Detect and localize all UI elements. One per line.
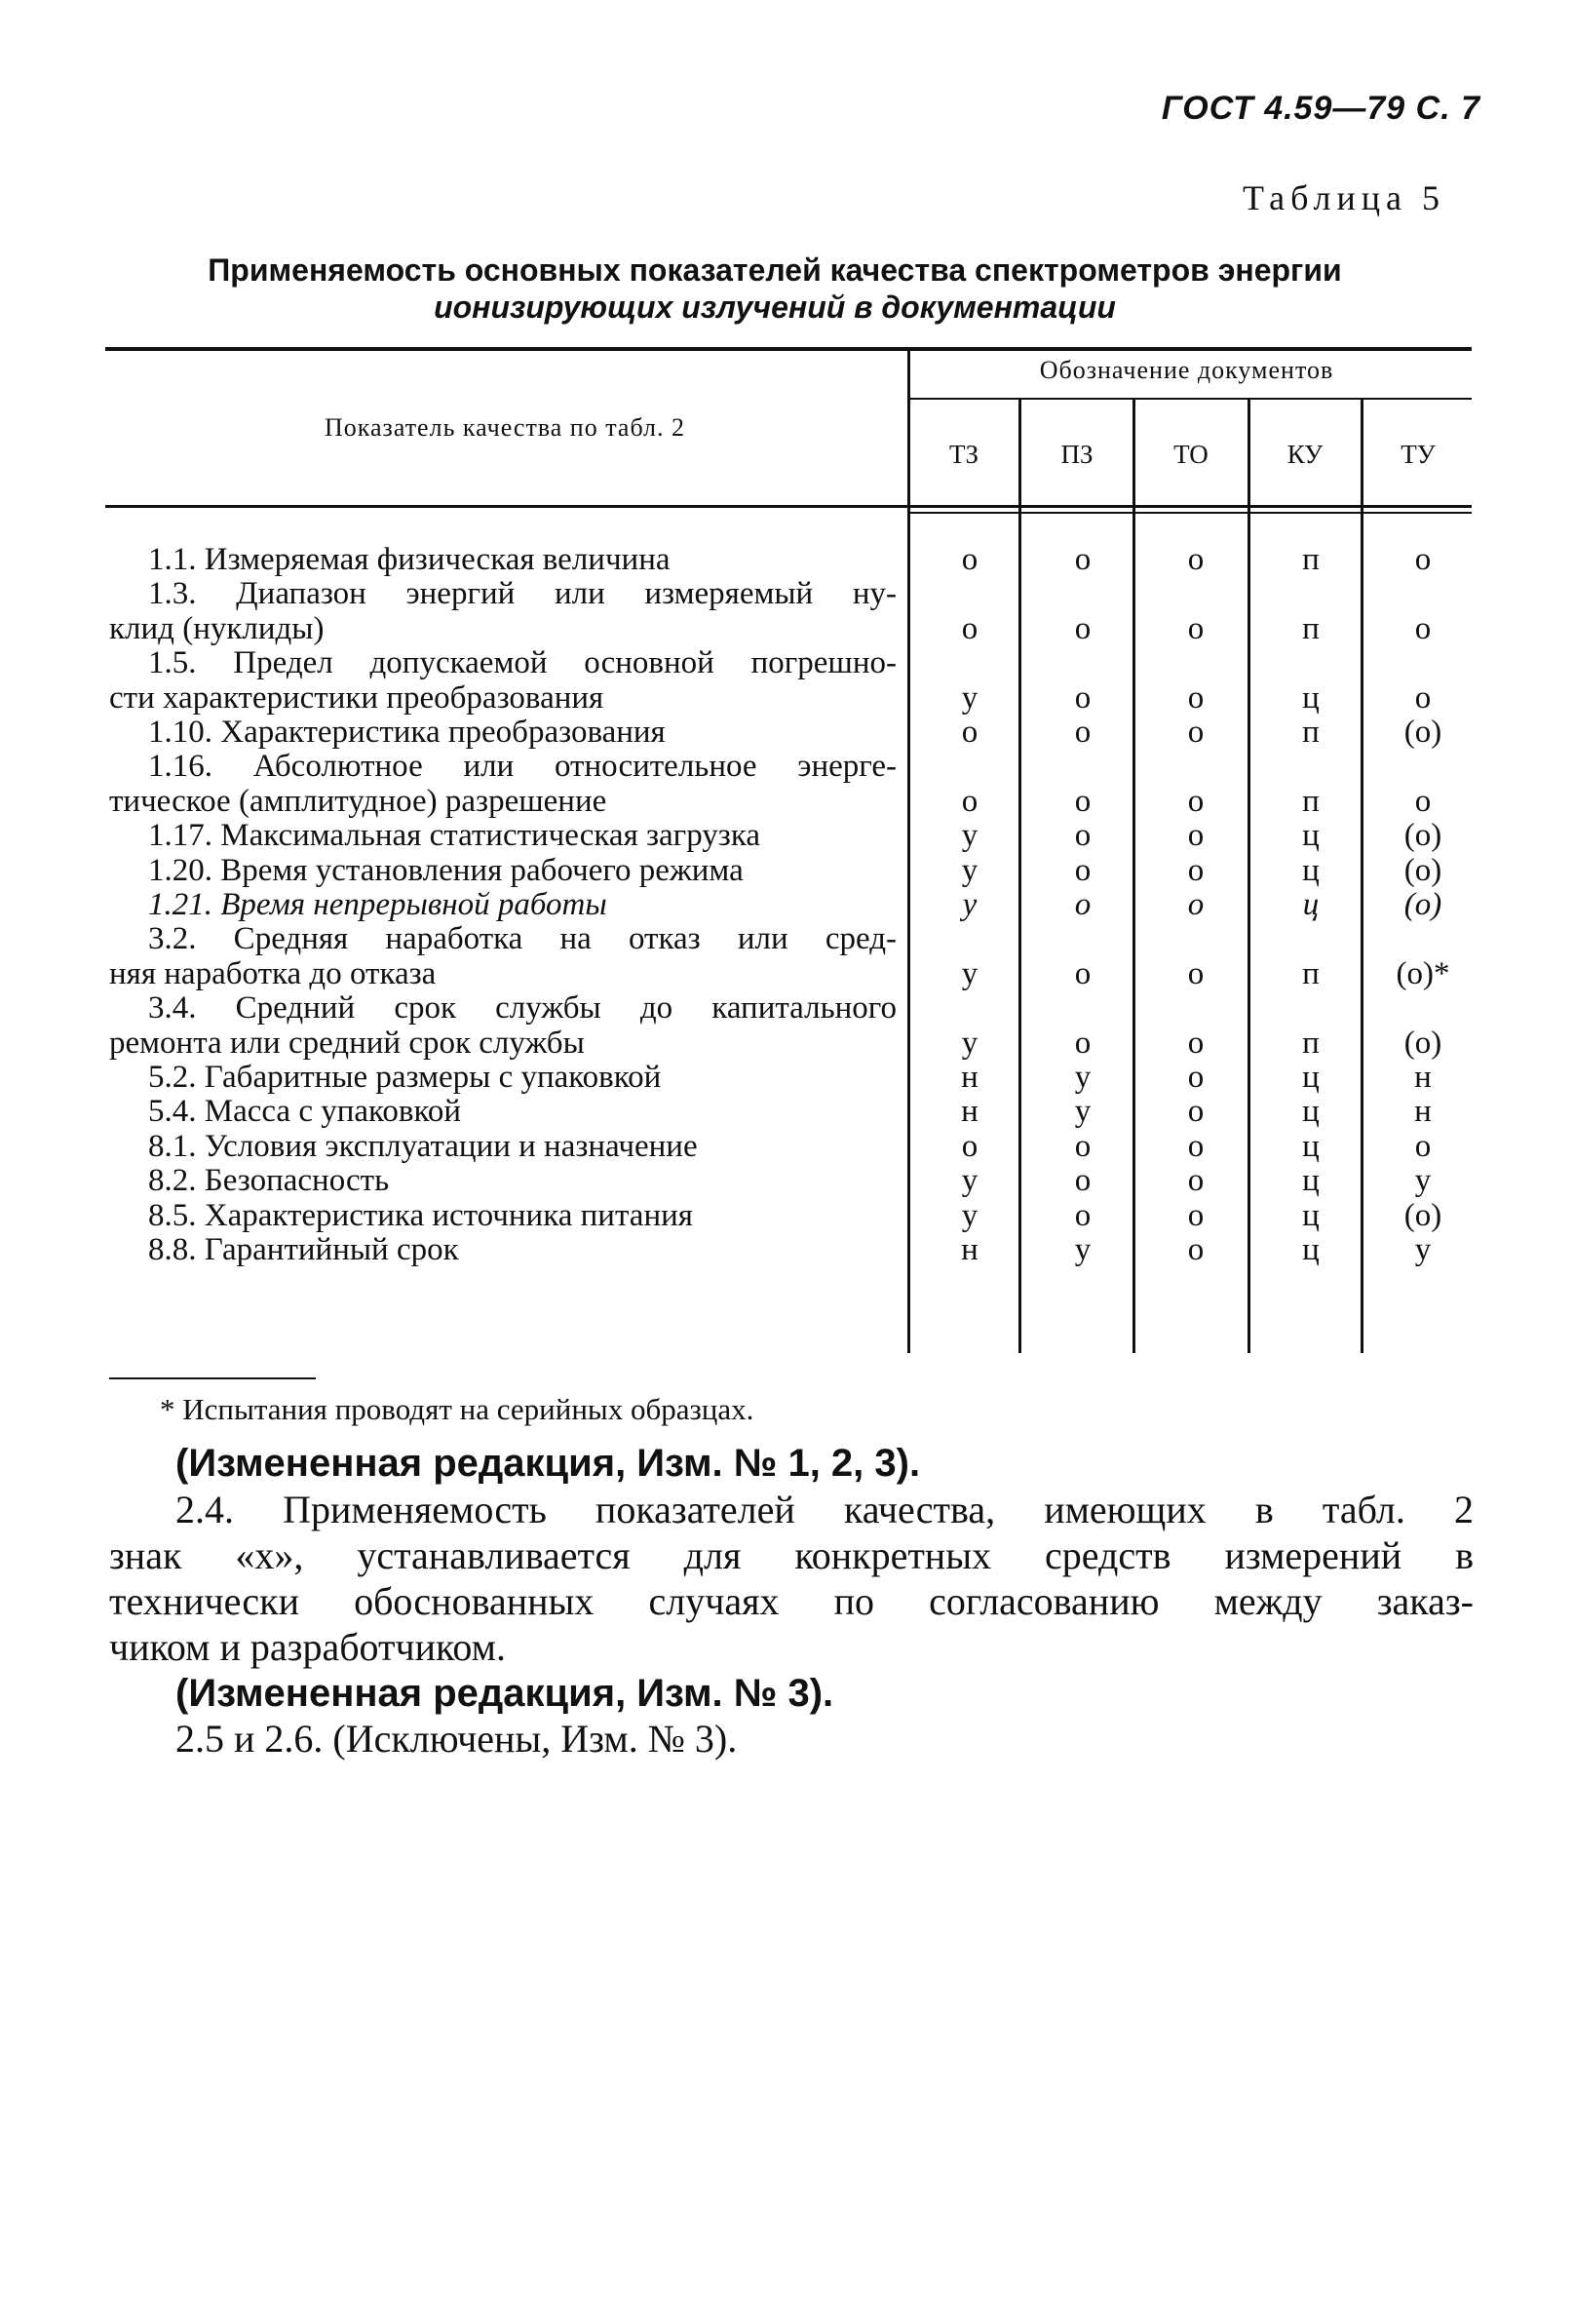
table-cell-ту: у — [1414, 1232, 1432, 1267]
row-indicator-text: 1.1. Измеряемая физическая величина — [148, 542, 671, 577]
table-cell-то: о — [1187, 1128, 1205, 1164]
table-cell-ту: о — [1414, 542, 1432, 577]
row-indicator-text: 1.16. Абсолютное или относительное энерге- — [148, 749, 897, 785]
table-cell-то: о — [1187, 818, 1205, 854]
table-cell-то: о — [1187, 852, 1205, 888]
table-cell-ту: н — [1414, 1060, 1432, 1095]
amendment-note-1: (Измененная редакция, Изм. № 1, 2, 3). — [175, 1442, 921, 1485]
table-cell-пз: о — [1074, 1163, 1092, 1199]
table-cell-тз: у — [961, 1025, 979, 1061]
table-label: Таблица 5 — [1243, 178, 1445, 217]
row-indicator-text: 1.17. Максимальная статистическая загрузка — [148, 818, 760, 854]
table-cell-ту: н — [1414, 1094, 1432, 1130]
table-cell-ку: п — [1302, 783, 1320, 819]
table-cell-то: о — [1187, 955, 1205, 991]
table-cell-тз: о — [961, 610, 979, 646]
table-cell-то: о — [1187, 783, 1205, 819]
table-cell-пз: о — [1074, 1197, 1092, 1233]
table-cell-ту: у — [1414, 1163, 1432, 1199]
footnote-rule — [109, 1377, 316, 1379]
row-indicator-text: 8.2. Безопасность — [148, 1163, 390, 1199]
table-cell-ту: (о) — [1403, 1025, 1442, 1061]
table-header-rule-2 — [909, 512, 1472, 514]
table-cell-ку: ц — [1302, 1163, 1320, 1199]
table-cell-пз: о — [1074, 887, 1092, 922]
table-cell-ку: п — [1302, 1025, 1320, 1061]
table-cell-то: о — [1187, 1025, 1205, 1061]
table-cell-пз: о — [1074, 783, 1092, 819]
table-cell-пз: о — [1074, 542, 1092, 577]
table-cell-то: о — [1187, 610, 1205, 646]
row-indicator-text: сти характеристики преобразования — [109, 679, 604, 716]
table-cell-пз: у — [1074, 1060, 1092, 1095]
column-header-tz: ТЗ — [948, 440, 979, 469]
table-cell-пз: о — [1074, 610, 1092, 646]
amendment-note-2: (Измененная редакция, Изм. № 3). — [175, 1672, 834, 1715]
table-cell-пз: о — [1074, 955, 1092, 991]
table-cell-то: о — [1187, 715, 1205, 750]
table-cell-ку: п — [1302, 955, 1320, 991]
table-cell-пз: у — [1074, 1232, 1092, 1267]
table-cell-тз: у — [962, 887, 978, 922]
row-indicator-text: 1.10. Характеристика преобразования — [148, 715, 666, 750]
table-cell-тз: у — [961, 1197, 979, 1233]
row-indicator-text: 5.2. Габаритные размеры с упаковкой — [148, 1060, 662, 1095]
table-cell-ту: (о) — [1403, 852, 1442, 888]
row-indicator-text: 1.5. Предел допускаемой основной погрешно- — [148, 645, 897, 681]
column-header-to: ТО — [1173, 440, 1209, 469]
table-cell-ту: о — [1414, 1128, 1432, 1164]
table-cell-пз: о — [1074, 852, 1092, 888]
table-cell-пз: о — [1074, 679, 1092, 716]
row-indicator-text: 3.4. Средний срок службы до капитального — [148, 990, 897, 1026]
table-cell-тз: у — [961, 818, 979, 854]
page-header-standard: ГОСТ 4.59—79 С. 7 — [1161, 90, 1480, 127]
table-cell-то: о — [1187, 1094, 1205, 1130]
table-cell-ку: ц — [1302, 818, 1320, 854]
table-cell-ту: (о) — [1403, 715, 1442, 750]
column-header-pz: ПЗ — [1060, 440, 1094, 469]
table-cell-ку: ц — [1302, 852, 1320, 888]
row-indicator-text: няя наработка до отказа — [109, 955, 437, 991]
row-indicator-text: 3.2. Средняя наработка на отказ или сред- — [148, 921, 897, 957]
table-cell-то: о — [1187, 1060, 1205, 1095]
table-cell-ку: ц — [1302, 1094, 1320, 1130]
table-title-line2: ионизирующих излучений в документации — [434, 290, 1116, 325]
table-cell-пз: о — [1074, 1025, 1092, 1061]
table-cell-ку: ц — [1302, 1128, 1320, 1164]
table-cell-ту: (о) — [1403, 887, 1442, 922]
row-indicator-text: 1.20. Время установления рабочего режима — [148, 852, 744, 888]
table-cell-тз: н — [961, 1232, 979, 1267]
table-cell-тз: н — [961, 1094, 979, 1130]
table-cell-ку: ц — [1302, 1197, 1320, 1233]
table-cell-ку: п — [1302, 715, 1320, 750]
table-cell-ту: (о)* — [1396, 955, 1450, 991]
table-cell-то: о — [1187, 679, 1205, 716]
table-top-rule — [105, 347, 1472, 351]
table-cell-пз: у — [1074, 1094, 1092, 1130]
table-header-rule — [105, 505, 1472, 508]
table-cell-ку: п — [1302, 542, 1320, 577]
table-cell-то: о — [1187, 542, 1205, 577]
table-cell-пз: о — [1074, 818, 1092, 854]
table-cell-то: о — [1187, 887, 1205, 922]
row-indicator-text: 5.4. Масса с упаковкой — [148, 1094, 461, 1130]
table-title — [156, 252, 1394, 326]
table-cell-то: о — [1187, 1163, 1205, 1199]
row-indicator-text: 8.5. Характеристика источника питания — [148, 1197, 693, 1233]
table-cell-тз: о — [961, 783, 979, 819]
table-cell-тз: о — [961, 542, 979, 577]
row-indicator-text: тическое (амплитудное) разрешение — [109, 783, 607, 819]
table-cell-ту: о — [1414, 783, 1432, 819]
table-cell-тз: у — [961, 1163, 979, 1199]
table-cell-ту: (о) — [1403, 818, 1442, 854]
column-header-indicator: Показатель качества по табл. 2 — [325, 413, 685, 442]
table-cell-тз: о — [961, 715, 979, 750]
paragraph-2-4-line2: знак «х», устанавливается для конкретных средств измерений в — [109, 1533, 1474, 1577]
table-cell-то: о — [1187, 1232, 1205, 1267]
column-header-documents: Обозначение документов — [1039, 356, 1334, 384]
row-indicator-text: 1.3. Диапазон энергий или измеряемый ну- — [148, 576, 897, 612]
table-cell-тз: у — [961, 955, 979, 991]
table-cell-ку: ц — [1302, 1060, 1320, 1095]
table-cell-тз: у — [961, 852, 979, 888]
row-indicator-text: ремонта или средний срок службы — [109, 1025, 585, 1061]
table-cell-ку: ц — [1302, 887, 1320, 922]
row-indicator-text: клид (нуклиды) — [109, 610, 325, 646]
footnote: * Испытания проводят на серийных образцах. — [160, 1392, 754, 1426]
row-indicator-text: 8.1. Условия эксплуатации и назначение — [148, 1128, 698, 1164]
table-cell-тз: у — [961, 679, 979, 716]
paragraph-2-4-line4: чиком и разработчиком. — [109, 1625, 506, 1669]
paragraph-2-4-line3: технически обоснованных случаях по согласованию между заказ- — [109, 1579, 1474, 1623]
table-cell-пз: о — [1074, 715, 1092, 750]
table-cell-ту: (о) — [1403, 1197, 1442, 1233]
paragraph-2-4-line1: 2.4. Применяемость показателей качества, имеющих в табл. 2 — [175, 1488, 1474, 1531]
table-cell-ку: ц — [1302, 1232, 1320, 1267]
paragraph-2-5: 2.5 и 2.6. (Исключены, Изм. № 3). — [175, 1717, 738, 1761]
table-cell-тз: н — [961, 1060, 979, 1095]
table-cell-ту: о — [1414, 679, 1432, 716]
table-cell-пз: о — [1074, 1128, 1092, 1164]
table-cell-ку: п — [1302, 610, 1320, 646]
table-cell-то: о — [1187, 1197, 1205, 1233]
column-header-tu: ТУ — [1401, 440, 1436, 469]
row-indicator-text: 8.8. Гарантийный срок — [148, 1232, 459, 1267]
table-vline-0 — [907, 351, 910, 1353]
table-cell-тз: о — [961, 1128, 979, 1164]
table-cell-ту: о — [1414, 610, 1432, 646]
table-title-line1: Применяемость основных показателей качества спектрометров энергии — [208, 252, 1342, 288]
table-cell-ку: ц — [1302, 679, 1320, 716]
table-group-rule — [909, 398, 1472, 400]
row-indicator-text: 1.21. Время непрерывной работы — [148, 887, 607, 922]
column-header-ku: КУ — [1286, 440, 1324, 469]
